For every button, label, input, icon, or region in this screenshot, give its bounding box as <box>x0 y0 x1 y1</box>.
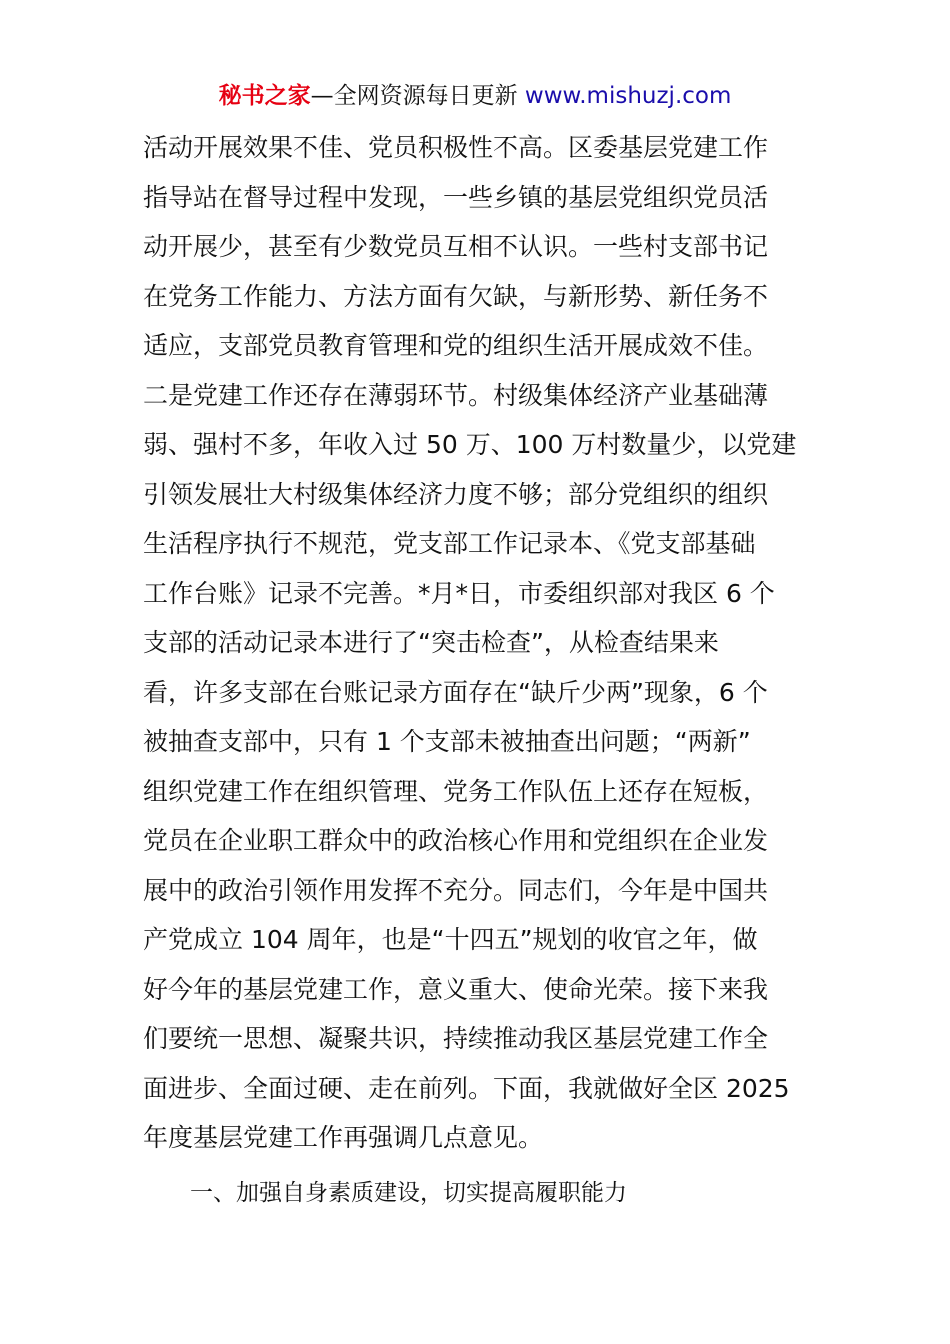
body-line: 动开展少，甚至有少数党员互相不认识。一些村支部书记 <box>143 232 769 261</box>
site-tagline: —全网资源每日更新 <box>310 83 525 109</box>
body-line: 年度基层党建工作再强调几点意见。 <box>143 1123 544 1152</box>
body-line: 弱、强村不多，年收入过 50 万、100 万村数量少，以党建 <box>143 430 797 459</box>
body-line: 引领发展壮大村级集体经济力度不够；部分党组织的组织 <box>143 479 769 509</box>
body-line: 们要统一思想、凝聚共识，持续推动我区基层党建工作全 <box>143 1024 769 1053</box>
body-line: 组织党建工作在组织管理、党务工作队伍上还存在短板， <box>143 776 769 806</box>
body-line: 党员在企业职工群众中的政治核心作用和党组织在企业发 <box>143 826 769 855</box>
body-line: 支部的活动记录本进行了“突击检查”，从检查结果来 <box>143 628 719 657</box>
body-line: 生活程序执行不规范，党支部工作记录本、《党支部基础 <box>143 529 756 558</box>
body-line: 指导站在督导过程中发现，一些乡镇的基层党组织党员活 <box>143 182 769 212</box>
body-line: 工作台账》记录不完善。*月*日，市委组织部对我区 6 个 <box>143 578 775 608</box>
body-line: 在党务工作能力、方法方面有欠缺，与新形势、新任务不 <box>143 281 769 311</box>
body-line: 二是党建工作还存在薄弱环节。村级集体经济产业基础薄 <box>143 380 769 410</box>
body-line: 看，许多支部在台账记录方面存在“缺斤少两”现象，6 个 <box>143 677 768 707</box>
body-line: 被抽查支部中，只有 1 个支部未被抽查出问题；“两新” <box>143 727 751 756</box>
body-line: 好今年的基层党建工作，意义重大、使命光荣。接下来我 <box>143 974 769 1004</box>
body-line: 展中的政治引领作用发挥不充分。同志们，今年是中国共 <box>143 875 769 905</box>
body-line: 活动开展效果不佳、党员积极性不高。区委基层党建工作 <box>143 133 769 162</box>
body-line: 适应，支部党员教育管理和党的组织生活开展成效不佳。 <box>143 331 769 360</box>
section-heading: 一、加强自身素质建设，切实提高履职能力 <box>190 1180 627 1206</box>
site-brand: 秘书之家 <box>218 83 311 109</box>
body-line: 产党成立 104 周年，也是“十四五”规划的收官之年，做 <box>143 925 758 954</box>
document-body <box>143 123 808 1163</box>
site-url-link[interactable]: www.mishuzj.com <box>524 83 732 109</box>
site-header <box>0 80 950 112</box>
body-line: 面进步、全面过硬、走在前列。下面，我就做好全区 2025 <box>143 1073 790 1103</box>
